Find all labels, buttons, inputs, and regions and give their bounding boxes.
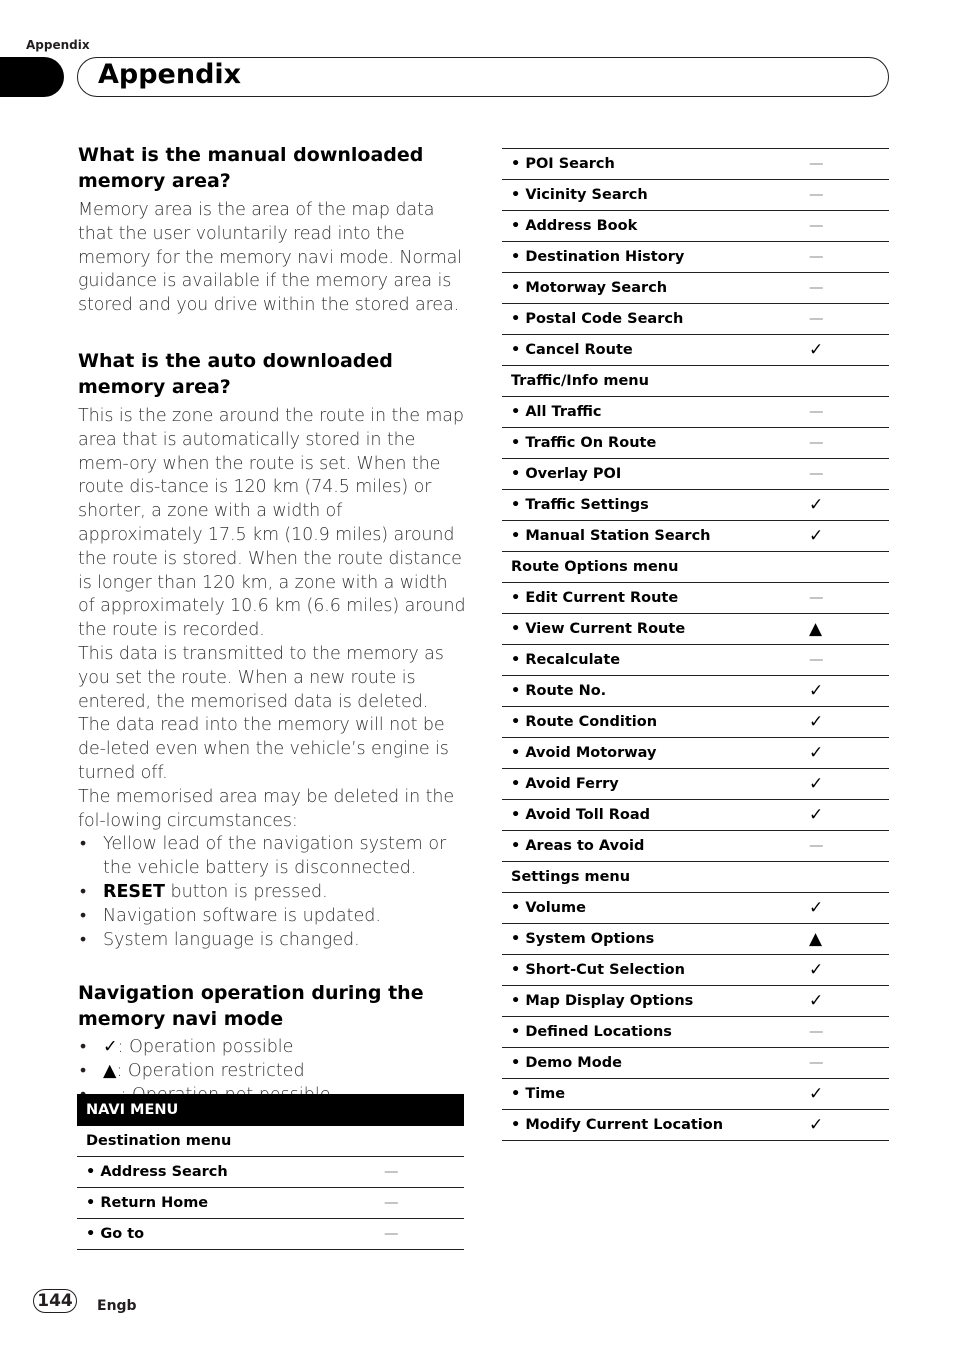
row-label: • Areas to Avoid xyxy=(502,831,809,862)
legend-text: : Operation restricted xyxy=(116,1061,305,1082)
row-label: • Go to xyxy=(77,1219,384,1250)
table-row xyxy=(502,242,889,273)
row-label: • Cancel Route xyxy=(502,335,809,366)
table-row xyxy=(77,1219,464,1250)
reset-label: RESET xyxy=(103,881,165,902)
paragraph-auto-memory-4: The memorised area may be deleted in the fol-lowing circumstances: xyxy=(78,786,455,831)
row-status: — xyxy=(384,1157,464,1188)
check-icon: ✓ xyxy=(103,1037,118,1058)
table-row xyxy=(502,459,889,490)
title-banner xyxy=(77,57,889,97)
row-status: — xyxy=(809,583,889,614)
row-label: • Demo Mode xyxy=(502,1048,809,1079)
row-label: • POI Search xyxy=(502,149,809,180)
row-label: • Vicinity Search xyxy=(502,180,809,211)
table-row xyxy=(502,583,889,614)
row-status: — xyxy=(384,1188,464,1219)
navi-menu-table-left xyxy=(77,1094,464,1250)
table-row xyxy=(502,645,889,676)
triangle-icon: ▲ xyxy=(809,924,889,955)
list-item: • Navigation software is updated. xyxy=(78,905,466,929)
row-status xyxy=(384,1126,464,1157)
table-row xyxy=(502,304,889,335)
table-section-row xyxy=(77,1126,464,1157)
check-icon: ✓ xyxy=(809,1079,889,1110)
table-row xyxy=(502,986,889,1017)
table-row xyxy=(502,1048,889,1079)
heading-auto-memory: What is the auto downloaded memory area? xyxy=(78,349,393,398)
row-label: • Route No. xyxy=(502,676,809,707)
check-icon: ✓ xyxy=(809,1110,889,1141)
table-row xyxy=(77,1188,464,1219)
table-row xyxy=(502,831,889,862)
row-status: — xyxy=(809,304,889,335)
legend-text: : Operation possible xyxy=(117,1037,294,1058)
table-header: NAVI MENU xyxy=(77,1094,464,1126)
row-status: — xyxy=(809,273,889,304)
row-label: • Traffic On Route xyxy=(502,428,809,459)
check-icon: ✓ xyxy=(809,335,889,366)
triangle-icon: ▲ xyxy=(103,1061,117,1082)
row-status xyxy=(809,366,889,397)
table-row xyxy=(502,738,889,769)
page-number: 144 xyxy=(33,1289,77,1313)
navi-menu-table-right xyxy=(502,148,889,1141)
row-status: — xyxy=(809,831,889,862)
table-section-row xyxy=(502,366,889,397)
table-row xyxy=(502,273,889,304)
legend-item xyxy=(78,1036,466,1060)
row-label: • Edit Current Route xyxy=(502,583,809,614)
section-label: Destination menu xyxy=(77,1126,384,1157)
row-label: • Defined Locations xyxy=(502,1017,809,1048)
table-row xyxy=(502,893,889,924)
row-status: — xyxy=(809,149,889,180)
row-label: • Overlay POI xyxy=(502,459,809,490)
section-label: Traffic/Info menu xyxy=(502,366,809,397)
check-icon: ✓ xyxy=(809,955,889,986)
language-code: Engb xyxy=(97,1298,137,1314)
check-icon: ✓ xyxy=(809,707,889,738)
row-label: • Avoid Motorway xyxy=(502,738,809,769)
check-icon: ✓ xyxy=(809,490,889,521)
page-title: Appendix xyxy=(98,59,242,90)
row-label: • Avoid Ferry xyxy=(502,769,809,800)
table-row xyxy=(502,335,889,366)
table-section-row xyxy=(502,862,889,893)
table-row xyxy=(502,521,889,552)
row-label: • View Current Route xyxy=(502,614,809,645)
row-label: • Recalculate xyxy=(502,645,809,676)
list-item: • System language is changed. xyxy=(78,929,466,953)
row-label: • Map Display Options xyxy=(502,986,809,1017)
triangle-icon: ▲ xyxy=(809,614,889,645)
check-icon: ✓ xyxy=(809,676,889,707)
deletion-circumstances-list xyxy=(78,833,466,952)
section-label: Settings menu xyxy=(502,862,809,893)
table-row xyxy=(502,428,889,459)
table-row xyxy=(77,1157,464,1188)
table-row xyxy=(502,490,889,521)
check-icon: ✓ xyxy=(809,769,889,800)
check-icon: ✓ xyxy=(809,800,889,831)
table-row xyxy=(502,149,889,180)
row-label: • System Options xyxy=(502,924,809,955)
table-row xyxy=(502,614,889,645)
heading-navi-operation: Navigation operation during the memory navi mode xyxy=(78,982,424,1031)
row-status xyxy=(809,552,889,583)
row-status xyxy=(809,862,889,893)
check-icon: ✓ xyxy=(809,738,889,769)
heading-manual-memory: What is the manual downloaded memory area? xyxy=(78,144,424,192)
table-header-row xyxy=(77,1094,464,1126)
row-status: — xyxy=(384,1219,464,1250)
row-label: • Time xyxy=(502,1079,809,1110)
list-item-text: button is pressed. xyxy=(170,881,328,902)
row-label: • Destination History xyxy=(502,242,809,273)
row-status: — xyxy=(809,397,889,428)
row-label: • Modify Current Location xyxy=(502,1110,809,1141)
list-item xyxy=(78,881,466,905)
row-label: • Address Search xyxy=(77,1157,384,1188)
table-row xyxy=(502,211,889,242)
table-row xyxy=(502,924,889,955)
row-status: — xyxy=(809,1017,889,1048)
table-row xyxy=(502,676,889,707)
row-label: • Short-Cut Selection xyxy=(502,955,809,986)
check-icon: ✓ xyxy=(809,986,889,1017)
running-head: Appendix xyxy=(26,38,90,52)
row-label: • Avoid Toll Road xyxy=(502,800,809,831)
row-label: • Postal Code Search xyxy=(502,304,809,335)
row-label: • Return Home xyxy=(77,1188,384,1219)
check-icon: ✓ xyxy=(809,521,889,552)
table-row xyxy=(502,769,889,800)
row-label: • Motorway Search xyxy=(502,273,809,304)
row-status: — xyxy=(809,645,889,676)
row-label: • All Traffic xyxy=(502,397,809,428)
table-row xyxy=(502,180,889,211)
row-label: • Traffic Settings xyxy=(502,490,809,521)
row-label: • Volume xyxy=(502,893,809,924)
row-status: — xyxy=(809,180,889,211)
paragraph-auto-memory-2: This data is transmitted to the memory as you set the route. When a new route is entered, the memorised data is deleted. xyxy=(78,643,444,712)
row-status: — xyxy=(809,459,889,490)
table-row xyxy=(502,1079,889,1110)
table-row xyxy=(502,1017,889,1048)
legend-item xyxy=(78,1060,466,1084)
table-section-row xyxy=(502,552,889,583)
row-status: — xyxy=(809,1048,889,1079)
table-row xyxy=(502,1110,889,1141)
paragraph-auto-memory-1: This is the zone around the route in the map area that is automatically stored in the mem-ory when the route is set. When the route dis-tance is 120 km (74.5 miles) or shorter, a zone with a width of approximately 17.5 km (10.9 miles) around the route is stored. When the route distance is longer than 120 km, a zone with a width of approximately 10.6 km (6.6 miles) around the route is recorded. xyxy=(78,405,466,641)
row-label: • Address Book xyxy=(502,211,809,242)
table-row xyxy=(502,707,889,738)
paragraph-auto-memory-3: The data read into the memory will not be de-leted even when the vehicle’s engine is turned off. xyxy=(78,715,449,783)
section-label: Route Options menu xyxy=(502,552,809,583)
paragraph-manual-memory: Memory area is the area of the map data that the user voluntarily read into the memory for the memory navi mode. Normal guidance is available if the memory area is stored and you drive within the stored area. xyxy=(78,200,463,316)
left-column xyxy=(78,142,466,1108)
row-label: • Route Condition xyxy=(502,707,809,738)
check-icon: ✓ xyxy=(809,893,889,924)
row-status: — xyxy=(809,242,889,273)
row-status: — xyxy=(809,428,889,459)
list-item: • Yellow lead of the navigation system or the vehicle battery is disconnected. xyxy=(78,833,466,881)
table-row xyxy=(502,955,889,986)
table-row xyxy=(502,800,889,831)
row-label: • Manual Station Search xyxy=(502,521,809,552)
row-status: — xyxy=(809,211,889,242)
table-row xyxy=(502,397,889,428)
section-tab-marker xyxy=(0,57,64,97)
